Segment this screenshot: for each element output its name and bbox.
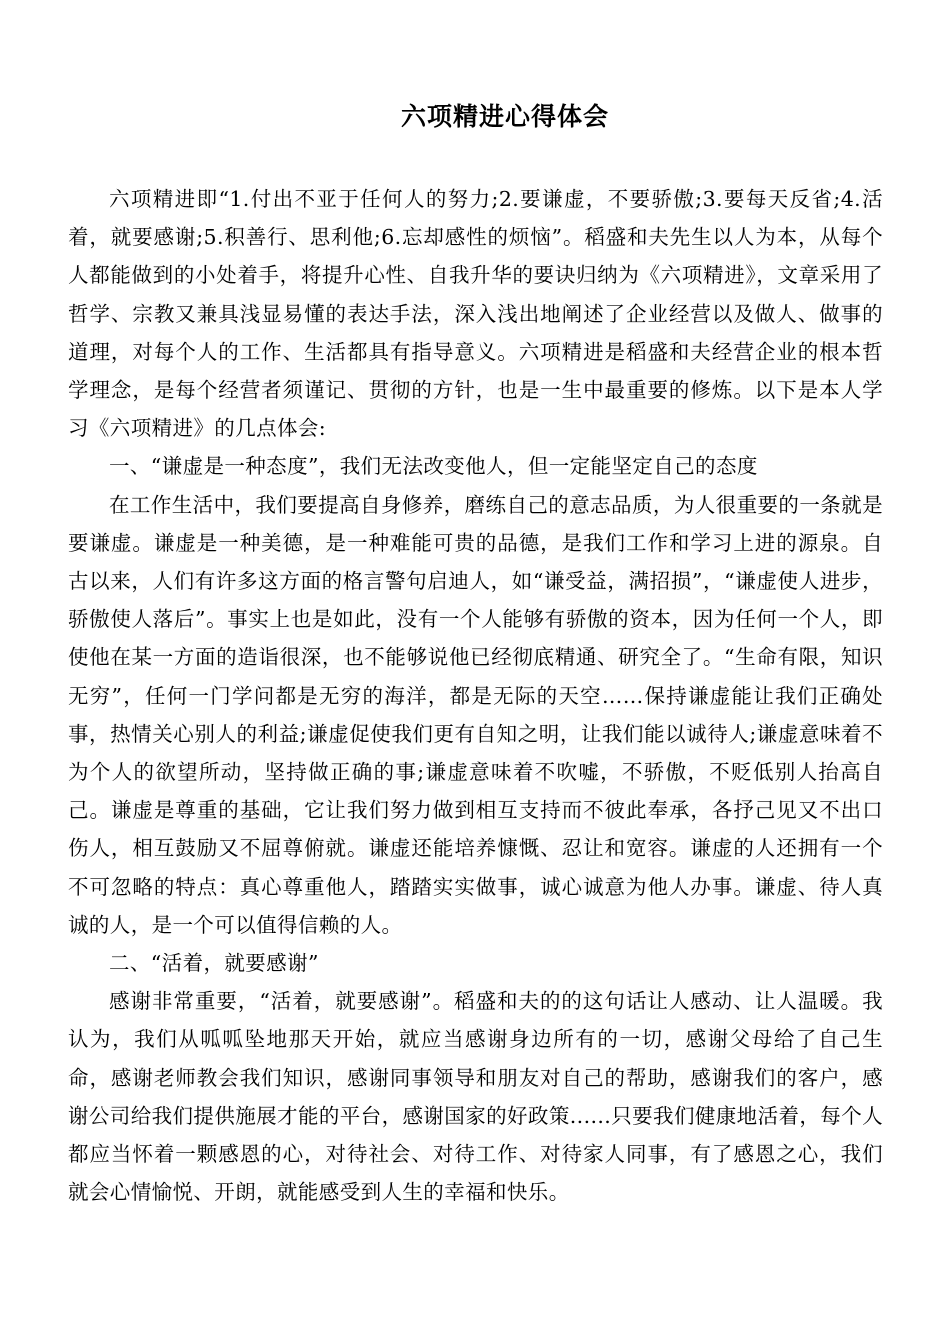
paragraph-intro: 六项精进即“1.付出不亚于任何人的努力;2.要谦虚，不要骄傲;3.要每天反省;4.活着，就要感谢;5.积善行、思利他;6.忘却感性的烦恼”。稻盛和夫先生以人为本，从每个人都能做到的小处着手，将提升心性、自我升华的要诀归纳为《六项精进》，文章采用了哲学、宗教又兼具浅显易懂的表达手法，深入浅出地阐述了企业经营以及做人、做事的道理，对每个人的工作、生活都具有指导意义。六项精进是稻盛和夫经营企业的根本哲学理念，是每个经营者须谨记、贯彻的方针，也是一生中最重要的修炼。以下是本人学习《六项精进》的几点体会: xyxy=(68,187,883,441)
page-title: 六项精进心得体会 xyxy=(400,102,609,131)
document-body xyxy=(68,180,883,1211)
paragraph-gratitude: 感谢非常重要，“活着，就要感谢”。稻盛和夫的的这句话让人感动、让人温暖。我认为，我们从呱呱坠地那天开始，就应当感谢身边所有的一切，感谢父母给了自己生命，感谢老师教会我们知识，感谢同事领导和朋友对自己的帮助，感谢我们的客户，感谢公司给我们提供施展才能的平台，感谢国家的好政策......只要我们健康地活着，每个人都应当怀着一颗感恩的心，对待社会、对待工作、对待家人同事，有了感恩之心，我们就会心情愉悦、开朗，就能感受到人生的幸福和快乐。 xyxy=(68,989,883,1205)
section-heading-gratitude: 二、“活着，就要感谢” xyxy=(109,951,319,976)
section-heading-humility: 一、“谦虚是一种态度”，我们无法改变他人，但一定能坚定自己的态度 xyxy=(109,454,758,479)
paragraph-humility: 在工作生活中，我们要提高自身修养，磨练自己的意志品质，为人很重要的一条就是要谦虚。谦虚是一种美德，是一种难能可贵的品德，是我们工作和学习上进的源泉。自古以来，人们有许多这方面的格言警句启迪人，如“谦受益，满招损”，“谦虚使人进步，骄傲使人落后”。事实上也是如此，没有一个人能够有骄傲的资本，因为任何一个人，即使他在某一方面的造诣很深，也不能够说他已经彻底精通、研究全了。“生命有限，知识无穷”，任何一门学问都是无穷的海洋，都是无际的天空……保持谦虚能让我们正确处事，热情关心别人的利益;谦虚促使我们更有自知之明，让我们能以诚待人;谦虚意味着不为个人的欲望所动，坚持做正确的事;谦虚意味着不吹嘘，不骄傲，不贬低别人抬高自己。谦虚是尊重的基础，它让我们努力做到相互支持而不彼此奉承，各抒己见又不出口伤人，相互鼓励又不屈尊俯就。谦虚还能培养慷慨、忍让和宽容。谦虚的人还拥有一个不可忽略的特点：真心尊重他人，踏踏实实做事，诚心诚意为他人办事。谦虚、待人真诚的人，是一个可以值得信赖的人。 xyxy=(68,492,883,937)
